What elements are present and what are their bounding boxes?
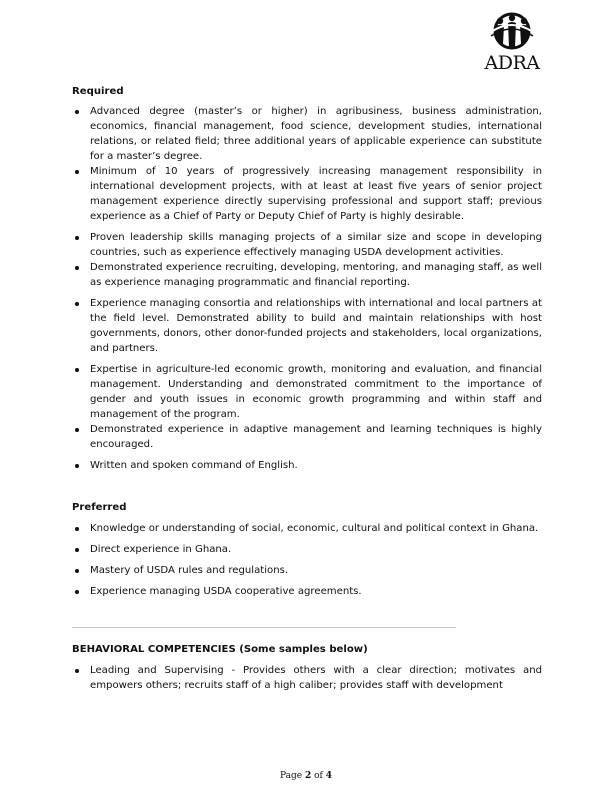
total-page-number: 4 <box>325 771 332 781</box>
list-item: Proven leadership skills managing projects of a similar size and scope in developing countries, such as experience effectively managing USDA development activities. <box>72 230 542 260</box>
preferred-heading: Preferred <box>72 502 127 513</box>
list-item: Direct experience in Ghana. <box>72 542 542 557</box>
list-item: Minimum of 10 years of progressively increasing management responsibility in international development projects, with at least at least five years of senior project management experience directly supervising professional and support staff; previous experience as a Chief of Party or Deputy Chief of Party is highly desirable. <box>72 164 542 224</box>
required-list <box>72 104 542 473</box>
page-separator: of <box>314 771 323 781</box>
list-item: Written and spoken command of English. <box>72 458 542 473</box>
list-item: Experience managing consortia and relationships with international and local partners at the field level. Demonstrated ability to build and maintain relationships with host governments, donors, other donor-funded projects and stakeholders, local organizations, and partners. <box>72 296 542 356</box>
page-footer <box>0 771 612 781</box>
adra-logo-text: ADRA <box>484 52 540 74</box>
current-page-number: 2 <box>304 771 312 781</box>
section-divider <box>72 627 456 628</box>
list-item: Leading and Supervising - Provides others with a clear direction; motivates and empowers others; recruits staff of a high caliber; provides staff with development <box>72 663 542 693</box>
behavioral-list <box>72 663 542 693</box>
list-item: Mastery of USDA rules and regulations. <box>72 563 542 578</box>
list-item: Advanced degree (master’s or higher) in agribusiness, business administration, economics, financial management, food science, development studies, international relations, or related field; three additional years of applicable experience can substitute for a master’s degree. <box>72 104 542 164</box>
list-item: Demonstrated experience recruiting, developing, mentoring, and managing staff, as well as experience managing programmatic and financial reporting. <box>72 260 542 290</box>
required-heading: Required <box>72 86 124 97</box>
adra-emblem-icon <box>487 12 537 50</box>
adra-logo <box>482 12 542 74</box>
behavioral-section <box>72 642 542 693</box>
list-item: Expertise in agriculture-led economic growth, monitoring and evaluation, and financial management. Understanding and demonstrated commitment to the importance of gender and youth issues in economic growth programming and within staff and management of the program. <box>72 362 542 422</box>
page-label: Page <box>279 771 303 781</box>
list-item: Knowledge or understanding of social, economic, cultural and political context in Ghana. <box>72 521 542 536</box>
list-item: Demonstrated experience in adaptive management and learning techniques is highly encouraged. <box>72 422 542 452</box>
behavioral-heading: BEHAVIORAL COMPETENCIES (Some samples below) <box>72 644 368 655</box>
preferred-list <box>72 521 542 599</box>
document-body <box>72 84 542 599</box>
list-item: Experience managing USDA cooperative agreements. <box>72 584 542 599</box>
